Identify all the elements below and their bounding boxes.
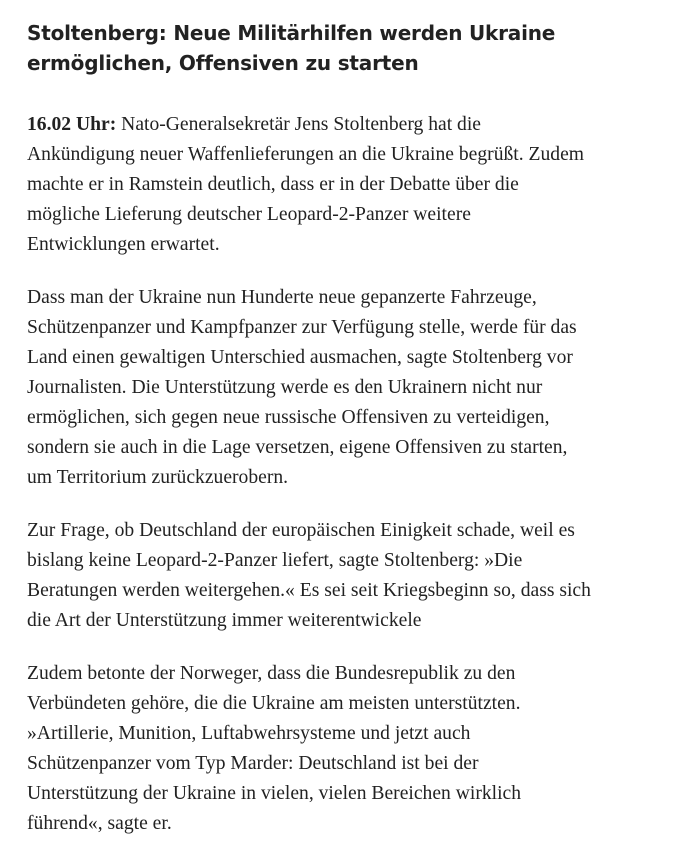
paragraph-line: Verbündeten gehöre, die die Ukraine am meisten unterstützten. [27, 693, 521, 714]
paragraph-line: Ankündigung neuer Waffenlieferungen an die Ukraine begrüßt. Zudem [27, 144, 585, 165]
headline-line: ermöglichen, Offensiven zu starten [27, 51, 419, 75]
paragraph-line: führend«, sagte er. [27, 813, 172, 834]
article [27, 18, 667, 839]
paragraph-line: bislang keine Leopard-2-Panzer liefert, sagte Stoltenberg: »Die [27, 550, 523, 571]
paragraph-line: »Artillerie, Munition, Luftabwehrsysteme und jetzt auch [27, 723, 471, 744]
paragraph-line: Zudem betonte der Norweger, dass die Bundesrepublik zu den [27, 663, 516, 684]
paragraph-line: Journalisten. Die Unterstützung werde es den Ukrainern nicht nur [27, 377, 543, 398]
paragraph-line: Nato-Generalsekretär Jens Stoltenberg hat die [116, 114, 481, 135]
paragraph-line: Land einen gewaltigen Unterschied ausmachen, sagte Stoltenberg vor [27, 347, 573, 368]
paragraph-line: Zur Frage, ob Deutschland der europäischen Einigkeit schade, weil es [27, 520, 575, 541]
timestamp: 16.02 Uhr: [27, 114, 117, 135]
paragraph-line: sondern sie auch in die Lage versetzen, eigene Offensiven zu starten, [27, 437, 568, 458]
headline-line: Stoltenberg: Neue Militärhilfen werden Ukraine [27, 21, 556, 45]
paragraph-line: die Art der Unterstützung immer weiterentwickele [27, 610, 422, 631]
paragraph-4 [27, 659, 667, 839]
paragraph-line: Unterstützung der Ukraine in vielen, vielen Bereichen wirklich [27, 783, 522, 804]
paragraph-line: machte er in Ramstein deutlich, dass er in der Debatte über die [27, 174, 519, 195]
paragraph-1 [27, 110, 667, 260]
paragraph-line: um Territorium zurückzuerobern. [27, 467, 289, 488]
paragraph-line: Schützenpanzer vom Typ Marder: Deutschland ist bei der [27, 753, 479, 774]
paragraph-line: Entwicklungen erwartet. [27, 234, 220, 255]
paragraph-line: mögliche Lieferung deutscher Leopard-2-Panzer weitere [27, 204, 471, 225]
paragraph-line: Beratungen werden weitergehen.« Es sei seit Kriegsbeginn so, dass sich [27, 580, 591, 601]
paragraph-3 [27, 516, 667, 636]
paragraph-2 [27, 283, 667, 493]
article-headline [27, 18, 667, 78]
paragraph-line: ermöglichen, sich gegen neue russische Offensiven zu verteidigen, [27, 407, 550, 428]
paragraph-line: Dass man der Ukraine nun Hunderte neue gepanzerte Fahrzeuge, [27, 287, 537, 308]
paragraph-line: Schützenpanzer und Kampfpanzer zur Verfügung stelle, werde für das [27, 317, 577, 338]
